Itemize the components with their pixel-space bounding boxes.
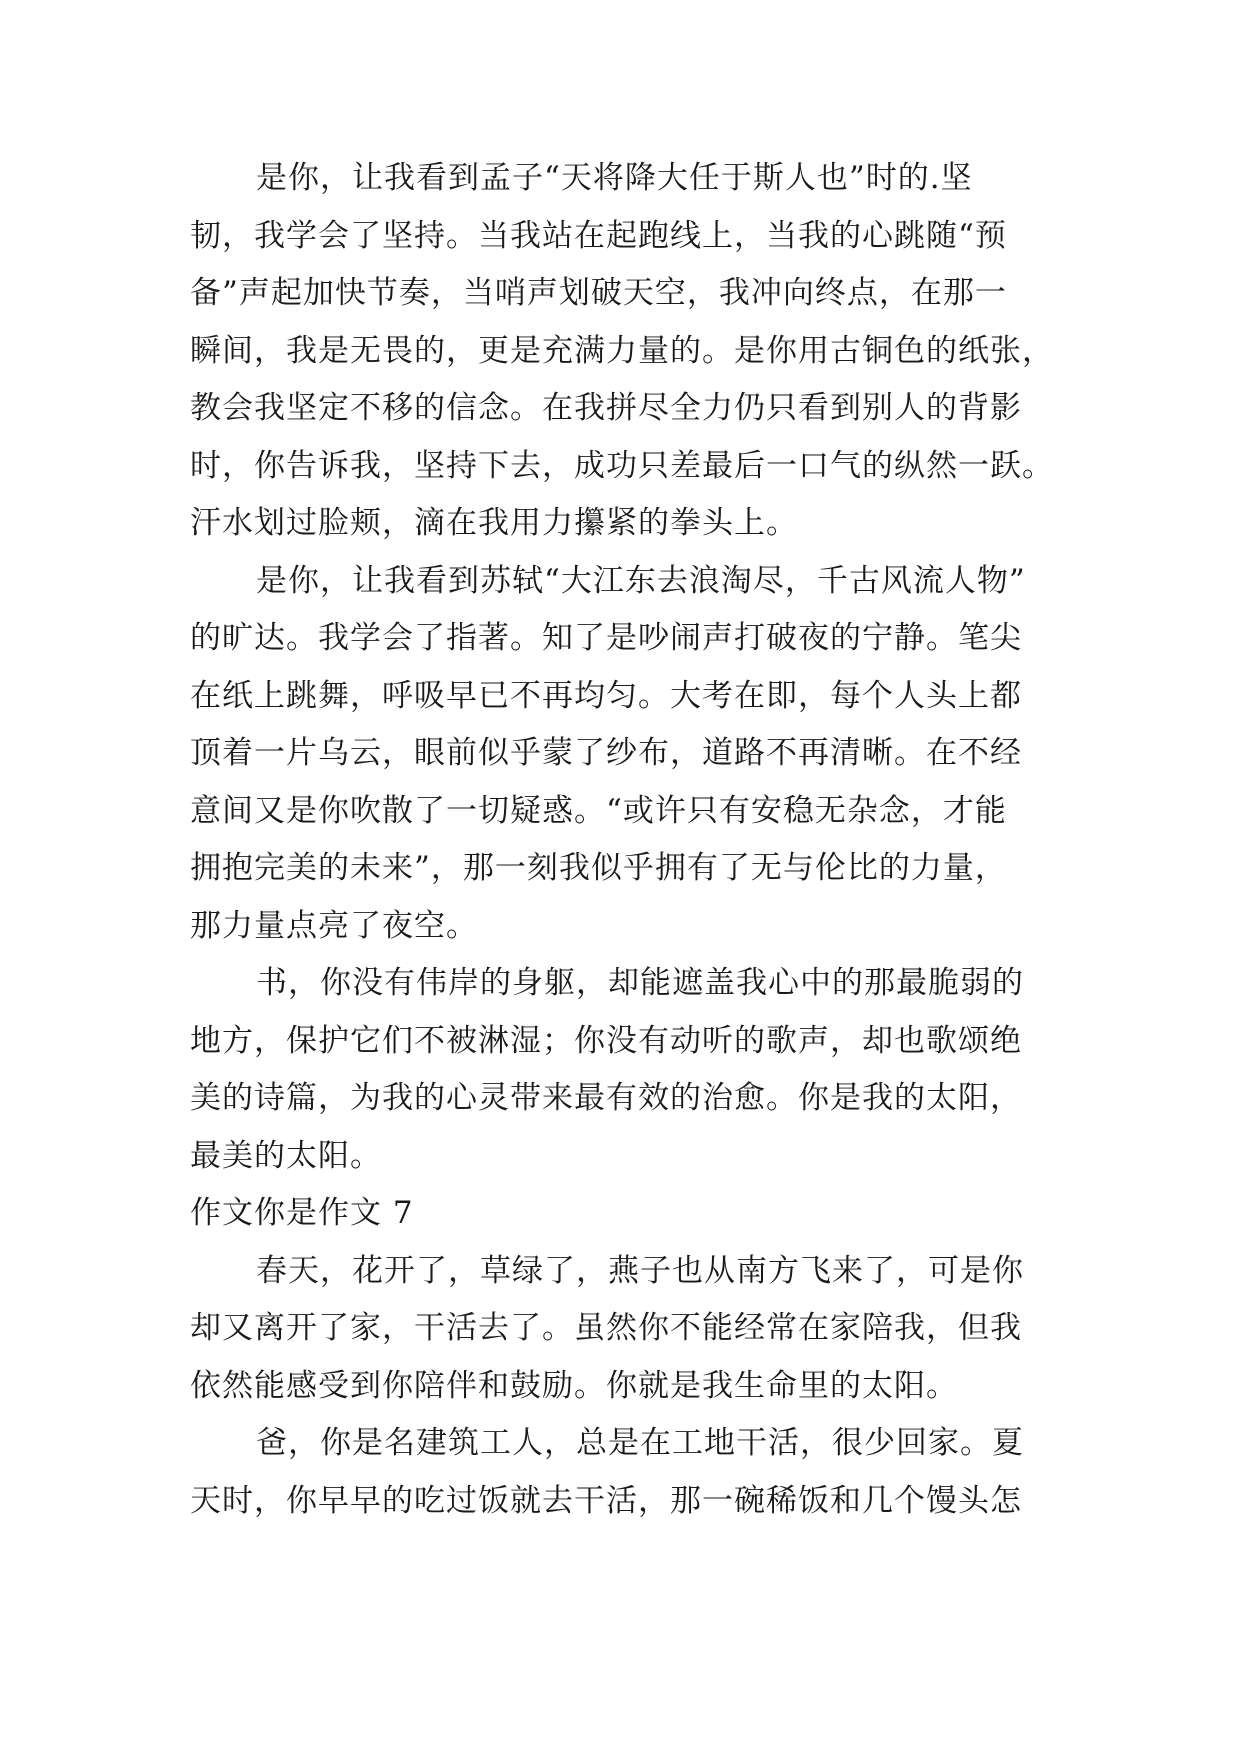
text-line: 韧，我学会了坚持。当我站在起跑线上，当我的心跳随“预 xyxy=(190,217,1007,254)
text-line: 时，你告诉我，坚持下去，成功只差最后一口气的纵然一跃。 xyxy=(190,447,1054,484)
text-line: 教会我坚定不移的信念。在我拼尽全力仍只看到别人的背影 xyxy=(190,390,1022,426)
text-line: 书，你没有伟岸的身躯，却能遮盖我心中的那最脆弱的 xyxy=(256,965,1024,1001)
paragraph xyxy=(190,1415,1070,1530)
text-line: 是你，让我看到苏轼“大江东去浪淘尽，千古风流人物” xyxy=(256,562,1026,599)
text-line: 瞬间，我是无畏的，更是充满力量的。是你用古铜色的纸张， xyxy=(190,332,1054,369)
text-line: 天时，你早早的吃过饭就去干活，那一碗稀饭和几个馒头怎 xyxy=(190,1482,1022,1519)
text-line: 是你，让我看到孟子“天将降大任于斯人也”时的.坚 xyxy=(256,160,973,196)
text-line: 的旷达。我学会了指著。知了是吵闹声打破夜的宁静。笔尖 xyxy=(190,620,1022,656)
text-line: 美的诗篇，为我的心灵带来最有效的治愈。你是我的太阳， xyxy=(190,1080,1022,1116)
text-line: 备”声起加快节奏，当哨声划破天空，我冲向终点，在那一 xyxy=(190,275,1007,311)
text-line: 顶着一片乌云，眼前似乎蒙了纱布，道路不再清晰。在不经 xyxy=(190,735,1022,771)
text-line: 那力量点亮了夜空。 xyxy=(190,907,478,944)
text-line: 意间又是你吹散了一切疑惑。“或许只有安稳无杂念，才能 xyxy=(190,792,1007,829)
text-line: 却又离开了家，干活去了。虽然你不能经常在家陪我，但我 xyxy=(190,1310,1022,1346)
paragraph xyxy=(190,150,1070,553)
text-line: 在纸上跳舞，呼吸早已不再均匀。大考在即，每个人头上都 xyxy=(190,677,1022,714)
text-line: 爸，你是名建筑工人，总是在工地干活，很少回家。夏 xyxy=(256,1425,1024,1461)
text-line: 春天，花开了，草绿了，燕子也从南方飞来了，可是你 xyxy=(256,1252,1024,1289)
text-line: 拥抱完美的未来”，那一刻我似乎拥有了无与伦比的力量， xyxy=(190,850,1007,886)
text-line: 最美的太阳。 xyxy=(190,1137,382,1174)
text-line: 依然能感受到你陪伴和鼓励。你就是我生命里的太阳。 xyxy=(190,1367,958,1404)
text-line: 汗水划过脸颊，滴在我用力攥紧的拳头上。 xyxy=(190,505,798,541)
paragraph xyxy=(190,1243,1070,1416)
text-line: 地方，保护它们不被淋湿；你没有动听的歌声，却也歌颂绝 xyxy=(190,1022,1022,1059)
section-heading: 作文你是作文 7 xyxy=(190,1195,414,1231)
paragraph xyxy=(190,955,1070,1185)
paragraph xyxy=(190,553,1070,956)
document-body xyxy=(190,150,1070,1530)
